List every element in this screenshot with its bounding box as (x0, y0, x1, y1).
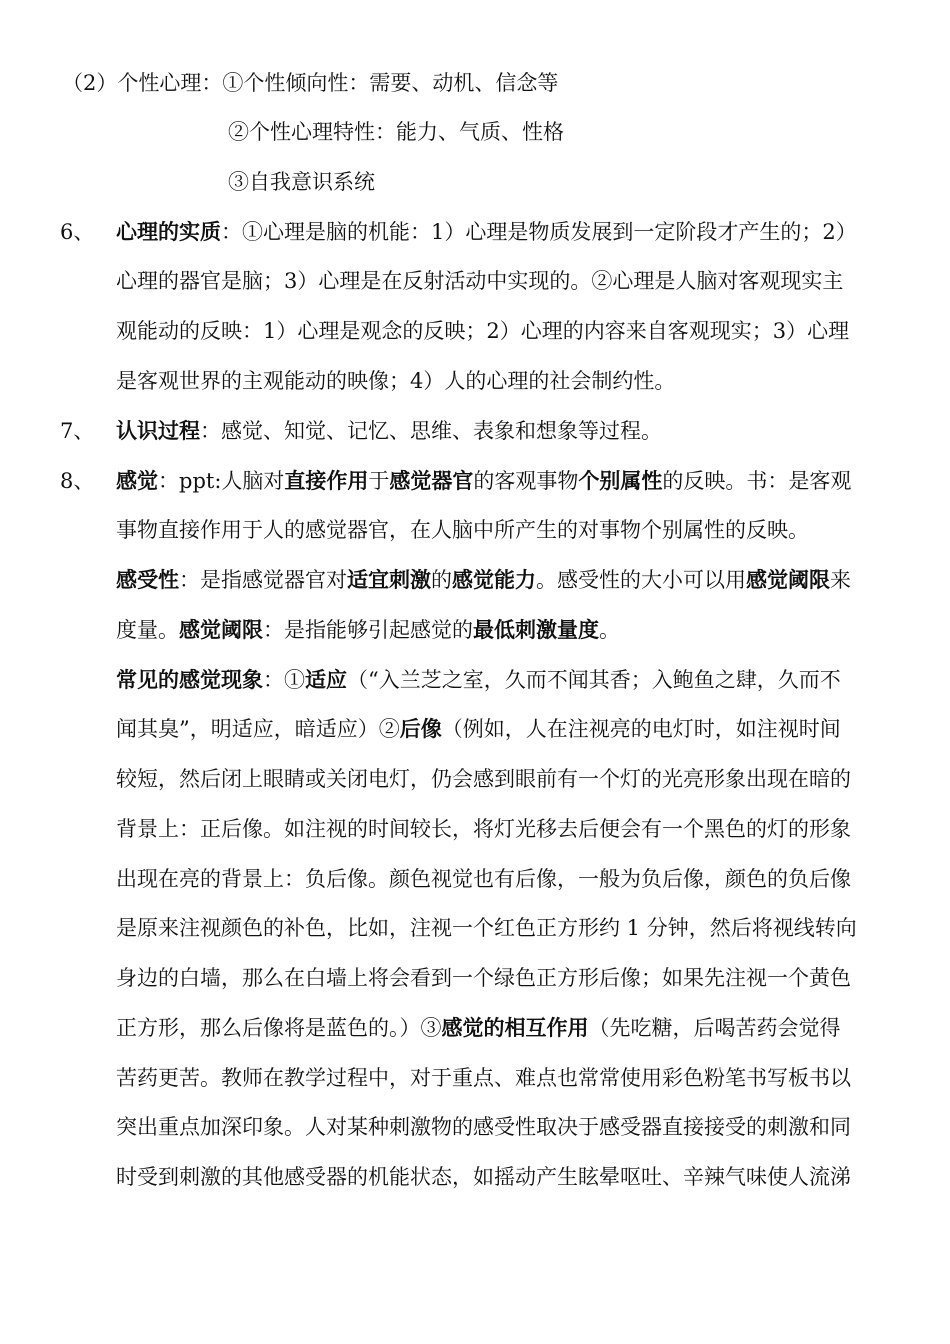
item-8-line-5 (116, 665, 841, 695)
term-adaptation: 适应 (305, 668, 347, 692)
item-8-line-15: 时受到刺激的其他感受器的机能状态，如摇动产生眩晕呕吐、辛辣气味使人流涕 (116, 1165, 851, 1189)
text: 。感受性的大小可以用 (536, 568, 746, 592)
item-6-line-1 (116, 217, 857, 247)
text: ：ppt:人脑对 (158, 469, 285, 493)
term-common-phenomena: 常见的感觉现象 (116, 668, 263, 692)
item-8-line-12 (116, 1013, 841, 1043)
item-7-line (116, 416, 662, 446)
term-interaction: 感觉的相互作用 (441, 1016, 589, 1040)
term-direct-action: 直接作用 (284, 469, 369, 493)
text: （“入兰芝之室，久而不闻其香；入鲍鱼之肆，久而不 (347, 668, 841, 692)
item-8-line-9: 出现在亮的背景上：负后像。颜色视觉也有后像，一般为负后像，颜色的负后像 (116, 867, 851, 891)
item-7-text: ：感觉、知觉、记忆、思维、表象和想象等过程。 (200, 419, 662, 443)
term-individual-attribute: 个别属性 (578, 469, 663, 493)
term-sensation: 感觉 (116, 469, 158, 493)
item-7-number: 7、 (60, 419, 95, 443)
item-8-line-7: 较短，然后闭上眼睛或关闭电灯，仍会感到眼前有一个灯的光亮形象出现在暗的 (116, 767, 851, 791)
term-sense-organ: 感觉器官 (389, 469, 474, 493)
text: （先吃糖，后喝苦药会觉得 (588, 1016, 841, 1040)
term-min-stimulus: 最低刺激量度 (473, 618, 599, 642)
item-8-line-3 (116, 565, 851, 595)
text: 于 (368, 469, 390, 493)
item-8-line-10: 是原来注视颜色的补色，比如，注视一个红色正方形约 1 分钟，然后将视线转向 (116, 916, 857, 940)
item-8-line-1 (116, 466, 851, 496)
term-threshold: 感觉阈限 (746, 568, 830, 592)
item-8-line-6 (116, 714, 841, 744)
item-8-line-2: 事物直接作用于人的感觉器官，在人脑中所产生的对事物个别属性的反映。 (116, 518, 809, 542)
term-sensory-ability: 感觉能力 (452, 568, 536, 592)
item-6-number: 6、 (60, 220, 95, 244)
text: 的 (431, 568, 452, 592)
item-6-line-2: 心理的器官是脑；3）心理是在反射活动中实现的。②心理是人脑对客观现实主 (116, 269, 844, 293)
term-afterimage: 后像 (399, 717, 442, 741)
item-8-line-13: 苦药更苦。教师在教学过程中，对于重点、难点也常常使用彩色粉笔书写板书以 (116, 1066, 851, 1090)
item-6-line-3: 观能动的反映：1）心理是观念的反映；2）心理的内容来自客观现实；3）心理 (116, 319, 850, 343)
text: ：① (263, 668, 305, 692)
text: 闻其臭”，明适应，暗适应）② (116, 717, 400, 741)
text: 度量。 (116, 618, 179, 642)
text: 来 (830, 568, 851, 592)
personality-line-3: ③自我意识系统 (228, 170, 375, 194)
personality-line-1: （2）个性心理：①个性倾向性：需要、动机、信念等 (62, 71, 559, 95)
personality-line-2: ②个性心理特性：能力、气质、性格 (228, 120, 564, 144)
item-8-line-8: 背景上：正后像。如注视的时间较长，将灯光移去后便会有一个黑色的灯的形象 (116, 817, 851, 841)
text: 的反映。书：是客观 (662, 469, 852, 493)
text: 正方形，那么后像将是蓝色的。）③ (116, 1016, 442, 1040)
item-6-line-1-text: ：①心理是脑的机能：1）心理是物质发展到一定阶段才产生的；2） (221, 220, 857, 244)
item-6-term: 心理的实质 (116, 220, 221, 244)
term-adequate-stimulus: 适宜刺激 (347, 568, 431, 592)
text: 。 (599, 618, 620, 642)
text: ：是指能够引起感觉的 (263, 618, 473, 642)
text: （例如，人在注视亮的电灯时，如注视时间 (441, 717, 841, 741)
item-6-line-4: 是客观世界的主观能动的映像；4）人的心理的社会制约性。 (116, 369, 676, 393)
text: 的客观事物 (473, 469, 579, 493)
item-8-line-4 (116, 615, 620, 645)
text: ：是指感觉器官对 (179, 568, 347, 592)
item-7-term: 认识过程 (116, 419, 200, 443)
term-sensitivity: 感受性 (116, 568, 179, 592)
item-8-number: 8、 (60, 469, 95, 493)
item-8-line-11: 身边的白墙，那么在白墙上将会看到一个绿色正方形后像；如果先注视一个黄色 (116, 966, 851, 990)
item-8-line-14: 突出重点加深印象。人对某种刺激物的感受性取决于感受器直接接受的刺激和同 (116, 1115, 851, 1139)
term-threshold: 感觉阈限 (179, 618, 263, 642)
